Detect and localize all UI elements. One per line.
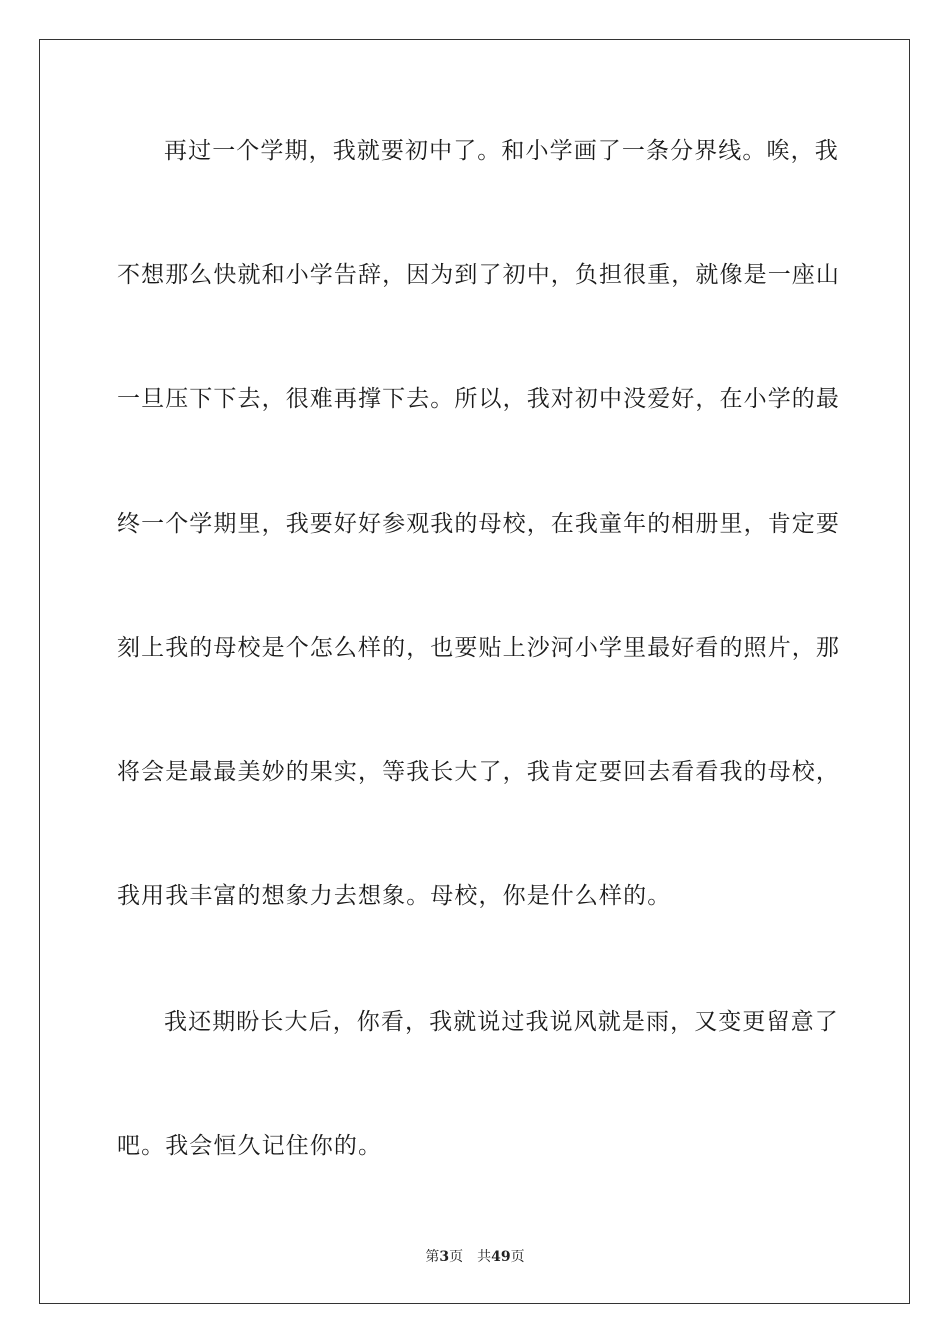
paragraph-1-line-3: 一旦压下下去，很难再撑下去。所以，我对初中没爱好，在小学的最 bbox=[117, 386, 840, 412]
page-border bbox=[39, 39, 910, 1304]
page-number: 3 bbox=[439, 1249, 450, 1265]
total-prefix: 共 bbox=[477, 1249, 492, 1265]
paragraph-2-line-2: 吧。我会恒久记住你的。 bbox=[117, 1133, 383, 1159]
paragraph-1-line-5: 刻上我的母校是个怎么样的，也要贴上沙河小学里最好看的照片，那 bbox=[117, 635, 840, 661]
page-footer bbox=[0, 1246, 950, 1266]
page-prefix: 第 bbox=[425, 1249, 440, 1265]
paragraph-1-line-2: 不想那么快就和小学告辞，因为到了初中，负担很重，就像是一座山 bbox=[117, 262, 840, 288]
total-pages: 49 bbox=[491, 1249, 511, 1265]
paragraph-1-line-4: 终一个学期里，我要好好参观我的母校，在我童年的相册里，肯定要 bbox=[117, 511, 840, 537]
total-suffix: 页 bbox=[510, 1249, 525, 1265]
paragraph-1-line-1: 再过一个学期，我就要初中了。和小学画了一条分界线。唉，我 bbox=[164, 138, 839, 164]
paragraph-1-line-7: 我用我丰富的想象力去想象。母校，你是什么样的。 bbox=[117, 883, 672, 909]
paragraph-1-line-6: 将会是最最美妙的果实，等我长大了，我肯定要回去看看我的母校， bbox=[117, 759, 840, 785]
page-suffix: 页 bbox=[449, 1249, 464, 1265]
paragraph-2-line-1: 我还期盼长大后，你看，我就说过我说风就是雨，又变更留意了 bbox=[164, 1009, 839, 1035]
